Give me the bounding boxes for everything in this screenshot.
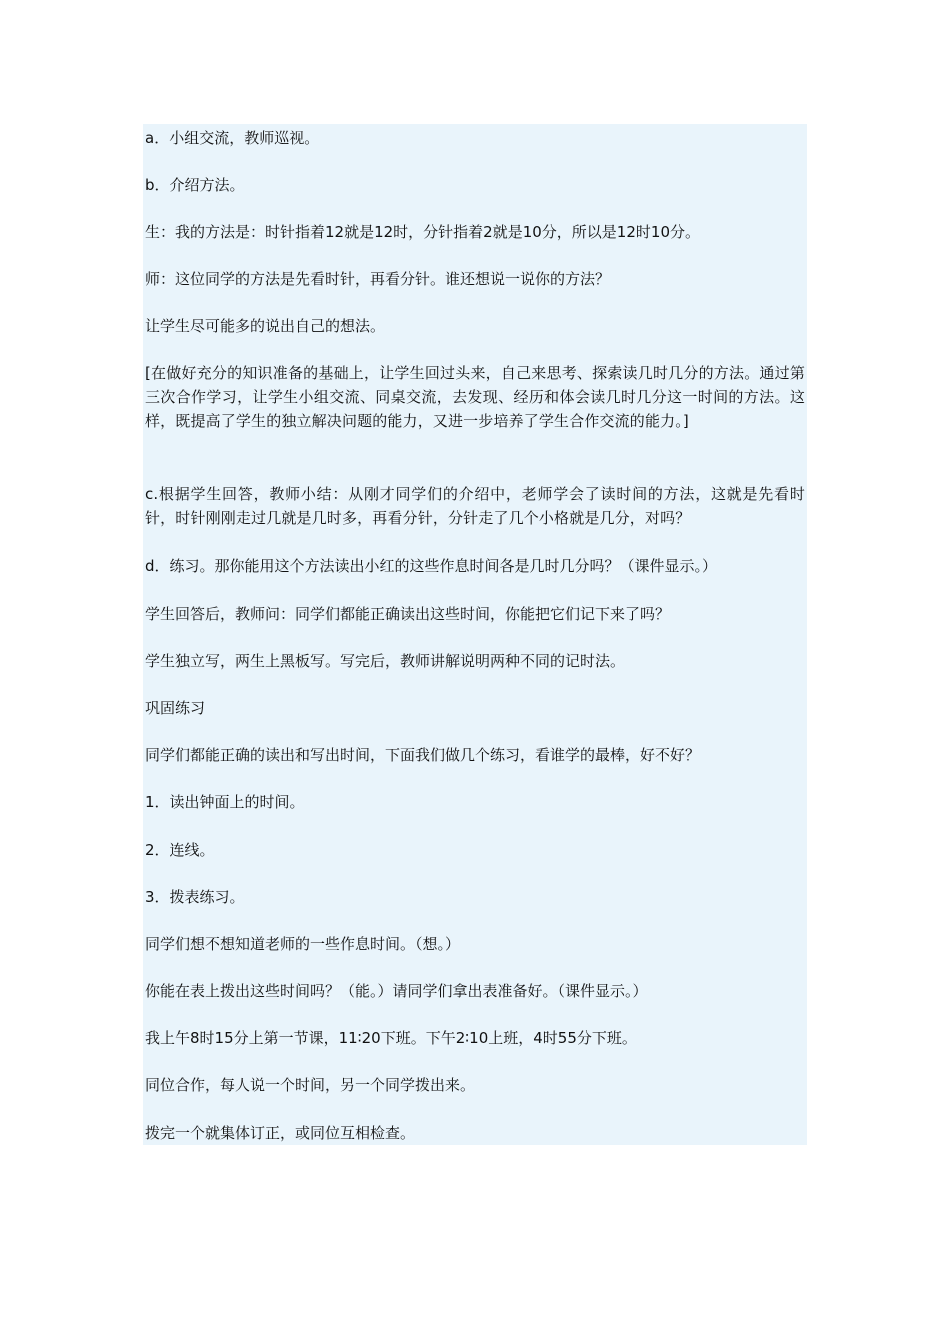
paragraph-let-students: 让学生尽可能多的说出自己的想法。 xyxy=(145,317,386,335)
paragraph-introduce-method: b．介绍方法。 xyxy=(145,176,245,194)
list-item-set-clock: 3．拨表练习。 xyxy=(145,888,245,906)
paragraph-independent-write: 学生独立写，两生上黑板写。写完后，教师讲解说明两种不同的记时法。 xyxy=(145,652,626,670)
paragraph-pair-work: 同位合作，每人说一个时间，另一个同学拨出来。 xyxy=(145,1076,476,1094)
paragraph-schedule-times: 我上午8时15分上第一节课，11∶20下班。下午2∶10上班，4时55分下班。 xyxy=(145,1029,637,1047)
paragraph-after-answer: 学生回答后，教师问：同学们都能正确读出这些时间，你能把它们记下来了吗？ xyxy=(145,605,671,623)
section-heading-consolidation: 巩固练习 xyxy=(145,699,206,717)
paragraph-practice-d: d．练习。那你能用这个方法读出小红的这些作息时间各是几时几分吗？（课件显示。） xyxy=(145,557,718,575)
paragraph-set-times: 你能在表上拨出这些时间吗？（能。）请同学们拿出表准备好。（课件显示。） xyxy=(145,982,648,1000)
paragraph-student-method: 生：我的方法是：时针指着12就是12时，分针指着2就是10分，所以是12时10分。 xyxy=(145,223,700,241)
paragraph-group-exchange: a．小组交流，教师巡视。 xyxy=(145,129,320,147)
paragraph-correction: 拨完一个就集体订正，或同位互相检查。 xyxy=(145,1124,416,1142)
list-item-connect-lines: 2．连线。 xyxy=(145,841,215,859)
paragraph-design-note: [在做好充分的知识准备的基础上，让学生回过头来，自己来思考、探索读几时几分的方法。通过第三次合作学习，让学生小组交流、同桌交流，去发现、经历和体会读几时几分这一时间的方法。这样，既提高了学生的独立解决问题的能力，又进一步培养了学生合作交流的能力。] xyxy=(145,364,805,430)
paragraph-practice-intro: 同学们都能正确的读出和写出时间，下面我们做几个练习，看谁学的最棒，好不好？ xyxy=(145,746,701,764)
list-item-read-clock: 1．读出钟面上的时间。 xyxy=(145,793,305,811)
paragraph-teacher-question: 师：这位同学的方法是先看时针，再看分针。谁还想说一说你的方法？ xyxy=(145,270,611,288)
paragraph-teacher-schedule: 同学们想不想知道老师的一些作息时间。（想。） xyxy=(145,935,461,953)
paragraph-summary: c.根据学生回答，教师小结：从刚才同学们的介绍中，老师学会了读时间的方法，这就是先看时针，时针刚刚走过几就是几时多，再看分针，分针走了几个小格就是几分，对吗？ xyxy=(145,485,805,527)
document-text-block xyxy=(143,124,807,1145)
